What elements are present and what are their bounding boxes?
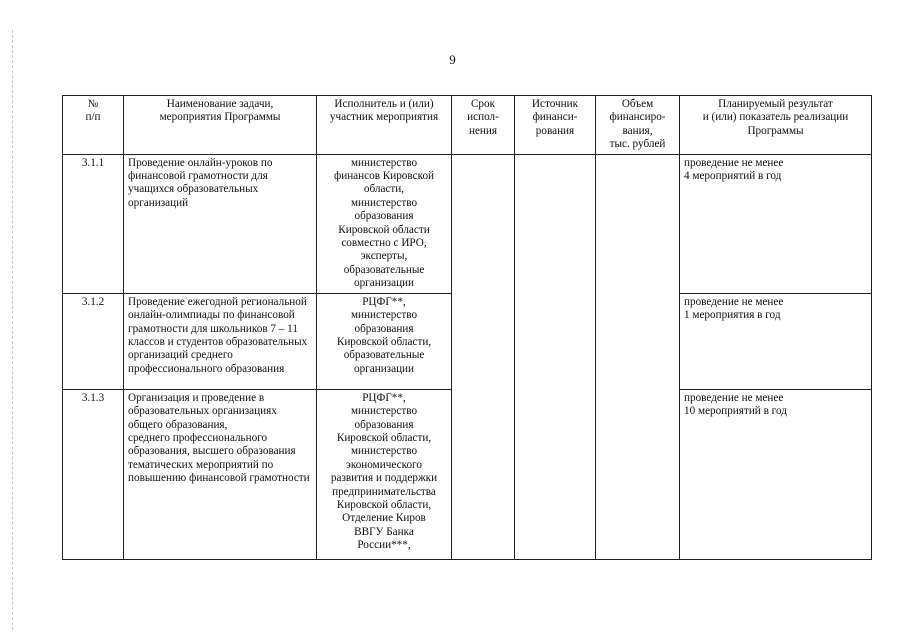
page-number: 9 <box>449 52 456 67</box>
header-volume: Объем финансиро- вания, тыс. рублей <box>596 96 680 155</box>
header-term: Срок испол- нения <box>452 96 515 155</box>
row-executor: РЦФГ**, министерство образования Кировской области, министерство экономического развития и поддержки предпринимательства Кировской области, Отделение Киров ВВГУ Банка России***, <box>317 389 452 559</box>
row-volume-empty <box>596 154 680 559</box>
header-result: Планируемый результат и (или) показатель реализации Программы <box>680 96 872 155</box>
row-executor: министерство финансов Кировской области, министерство образования Кировской области совместно с ИРО, эксперты, образовательные организации <box>317 154 452 293</box>
row-result: проведение не менее 4 мероприятий в год <box>680 154 872 293</box>
row-task: Проведение онлайн-уроков по финансовой грамотности для учащихся образовательных организаций <box>124 154 317 293</box>
row-task: Организация и проведение в образовательных организациях общего образования, среднего профессионального образования, высшего образования тематических мероприятий по повышению финансовой грамотности <box>124 389 317 559</box>
header-source: Источник финанси- рования <box>515 96 596 155</box>
row-result: проведение не менее 10 мероприятий в год <box>680 389 872 559</box>
table-row <box>63 154 872 293</box>
header-num: № п/п <box>63 96 124 155</box>
row-term-empty <box>452 154 515 559</box>
row-executor: РЦФГ**, министерство образования Кировской области, образовательные организации <box>317 293 452 389</box>
table-header-row <box>63 96 872 155</box>
row-num: 3.1.2 <box>63 293 124 389</box>
binding-marks <box>12 30 17 630</box>
row-task: Проведение ежегодной региональной онлайн-олимпиады по финансовой грамотности для школьников 7 – 11 классов и студентов образовательных организаций среднего профессионального образования <box>124 293 317 389</box>
row-num: 3.1.1 <box>63 154 124 293</box>
program-table <box>62 95 872 560</box>
row-result: проведение не менее 1 мероприятия в год <box>680 293 872 389</box>
row-num: 3.1.3 <box>63 389 124 559</box>
header-executor: Исполнитель и (или) участник мероприятия <box>317 96 452 155</box>
header-task: Наименование задачи, мероприятия Программы <box>124 96 317 155</box>
row-source-empty <box>515 154 596 559</box>
